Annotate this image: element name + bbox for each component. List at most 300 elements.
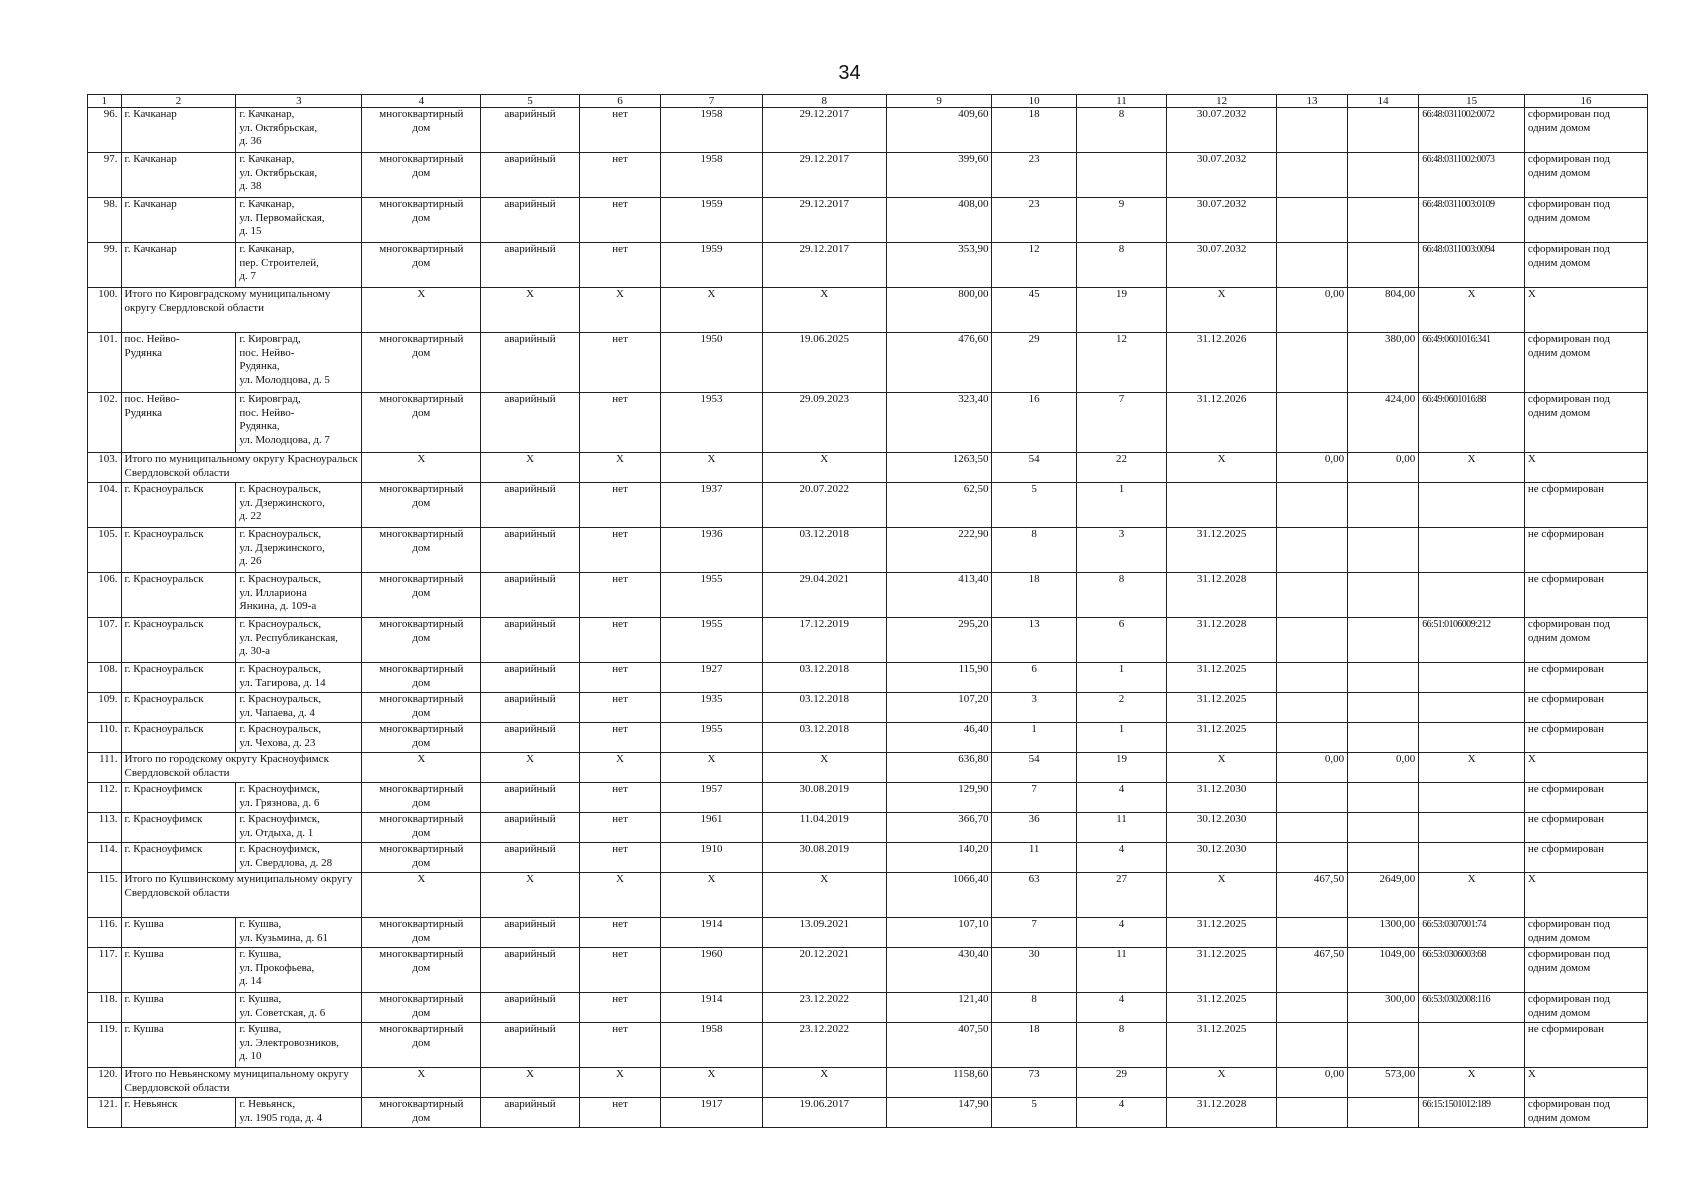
units-cell: 11 (1076, 813, 1166, 843)
flag-cell: нет (579, 108, 660, 153)
recognition-date-cell: 17.12.2019 (762, 618, 886, 663)
area-cell: 62,50 (886, 483, 992, 528)
residents-cell: 18 (992, 108, 1076, 153)
residents-cell: 73 (992, 1068, 1076, 1098)
cadastral-number-cell (1419, 528, 1525, 573)
units-cell: 4 (1076, 993, 1166, 1023)
subtotal-row (88, 288, 1648, 333)
year-cell: 1914 (661, 918, 763, 948)
column-number: 1 (88, 95, 122, 108)
settlement-cell: г. Качканар (121, 108, 236, 153)
settlement-cell: г. Невьянск (121, 1098, 236, 1128)
year-cell: 1957 (661, 783, 763, 813)
area-cell: 129,90 (886, 783, 992, 813)
residents-cell: 7 (992, 783, 1076, 813)
amount-col13-cell (1276, 333, 1347, 393)
year-cell: 1927 (661, 663, 763, 693)
building-type-cell: многоквартирный дом (362, 573, 481, 618)
column-number: 13 (1276, 95, 1347, 108)
address-cell: г. Красноуральск, ул. Республиканская, д. 30-а (236, 618, 362, 663)
land-status-cell: не сформирован (1524, 813, 1647, 843)
table-row (88, 483, 1648, 528)
amount-col14-cell (1348, 618, 1419, 663)
housing-register-table (87, 94, 1648, 1128)
table-row (88, 948, 1648, 993)
land-status-cell: сформирован под одним домом (1524, 393, 1647, 453)
recognition-date-cell: Х (762, 753, 886, 783)
column-number: 2 (121, 95, 236, 108)
address-cell: г. Кушва, ул. Прокофьева, д. 14 (236, 948, 362, 993)
row-number: 104. (88, 483, 122, 528)
area-cell: 353,90 (886, 243, 992, 288)
units-cell: 1 (1076, 483, 1166, 528)
deadline-cell: Х (1167, 873, 1277, 918)
address-cell: г. Красноуральск, ул. Дзержинского, д. 22 (236, 483, 362, 528)
row-number: 120. (88, 1068, 122, 1098)
recognition-date-cell: 29.12.2017 (762, 108, 886, 153)
cadastral-number-cell: 66:53:0306003:68 (1419, 948, 1525, 993)
condition-cell: аварийный (481, 723, 580, 753)
cadastral-number-cell (1419, 723, 1525, 753)
flag-cell: Х (579, 288, 660, 333)
units-cell: 4 (1076, 783, 1166, 813)
year-cell: 1959 (661, 243, 763, 288)
building-type-cell: многоквартирный дом (362, 528, 481, 573)
recognition-date-cell: 29.12.2017 (762, 198, 886, 243)
area-cell: 476,60 (886, 333, 992, 393)
settlement-cell: г. Красноуральск (121, 528, 236, 573)
amount-col13-cell (1276, 1023, 1347, 1068)
flag-cell: нет (579, 198, 660, 243)
row-number: 106. (88, 573, 122, 618)
address-cell: г. Невьянск, ул. 1905 года, д. 4 (236, 1098, 362, 1128)
area-cell: 140,20 (886, 843, 992, 873)
amount-col14-cell (1348, 663, 1419, 693)
address-cell: г. Качканар, пер. Строителей, д. 7 (236, 243, 362, 288)
row-number: 112. (88, 783, 122, 813)
deadline-cell: 31.12.2028 (1167, 573, 1277, 618)
amount-col13-cell (1276, 108, 1347, 153)
page-number: 34 (838, 62, 861, 84)
amount-col14-cell: 424,00 (1348, 393, 1419, 453)
amount-col14-cell: 300,00 (1348, 993, 1419, 1023)
area-cell: 407,50 (886, 1023, 992, 1068)
units-cell: 8 (1076, 243, 1166, 288)
amount-col14-cell (1348, 723, 1419, 753)
year-cell: 1961 (661, 813, 763, 843)
cadastral-number-cell: 66:15:1501012:189 (1419, 1098, 1525, 1128)
cadastral-number-cell: Х (1419, 288, 1525, 333)
deadline-cell: 31.12.2025 (1167, 663, 1277, 693)
building-type-cell: многоквартирный дом (362, 198, 481, 243)
subtotal-row (88, 1068, 1648, 1098)
flag-cell: нет (579, 993, 660, 1023)
deadline-cell: 31.12.2025 (1167, 1023, 1277, 1068)
row-number: 101. (88, 333, 122, 393)
flag-cell: нет (579, 618, 660, 663)
recognition-date-cell: 30.08.2019 (762, 783, 886, 813)
deadline-cell: Х (1167, 453, 1277, 483)
recognition-date-cell: 11.04.2019 (762, 813, 886, 843)
condition-cell: Х (481, 753, 580, 783)
year-cell: 1950 (661, 333, 763, 393)
condition-cell: аварийный (481, 783, 580, 813)
flag-cell: нет (579, 528, 660, 573)
flag-cell: Х (579, 1068, 660, 1098)
recognition-date-cell: Х (762, 1068, 886, 1098)
settlement-cell: пос. Нейво- Рудянка (121, 393, 236, 453)
land-status-cell: Х (1524, 873, 1647, 918)
recognition-date-cell: 29.09.2023 (762, 393, 886, 453)
amount-col13-cell: 0,00 (1276, 753, 1347, 783)
column-number: 7 (661, 95, 763, 108)
amount-col14-cell: 0,00 (1348, 753, 1419, 783)
condition-cell: Х (481, 288, 580, 333)
cadastral-number-cell: Х (1419, 1068, 1525, 1098)
amount-col14-cell: 0,00 (1348, 453, 1419, 483)
residents-cell: 45 (992, 288, 1076, 333)
residents-cell: 36 (992, 813, 1076, 843)
condition-cell: аварийный (481, 573, 580, 618)
area-cell: 147,90 (886, 1098, 992, 1128)
residents-cell: 18 (992, 1023, 1076, 1068)
land-status-cell: Х (1524, 1068, 1647, 1098)
area-cell: 107,10 (886, 918, 992, 948)
row-number: 105. (88, 528, 122, 573)
building-type-cell: многоквартирный дом (362, 393, 481, 453)
deadline-cell: 31.12.2025 (1167, 918, 1277, 948)
deadline-cell: 31.12.2028 (1167, 618, 1277, 663)
table-row (88, 198, 1648, 243)
building-type-cell: Х (362, 873, 481, 918)
deadline-cell: 31.12.2030 (1167, 783, 1277, 813)
amount-col14-cell (1348, 783, 1419, 813)
amount-col14-cell (1348, 1098, 1419, 1128)
settlement-cell: пос. Нейво- Рудянка (121, 333, 236, 393)
row-number: 96. (88, 108, 122, 153)
deadline-cell: 30.07.2032 (1167, 198, 1277, 243)
land-status-cell: не сформирован (1524, 663, 1647, 693)
amount-col14-cell (1348, 528, 1419, 573)
condition-cell: аварийный (481, 948, 580, 993)
year-cell: Х (661, 753, 763, 783)
cadastral-number-cell: Х (1419, 453, 1525, 483)
column-number: 11 (1076, 95, 1166, 108)
amount-col13-cell (1276, 723, 1347, 753)
row-number: 102. (88, 393, 122, 453)
row-number: 100. (88, 288, 122, 333)
flag-cell: нет (579, 483, 660, 528)
cadastral-number-cell: 66:49:0601016:88 (1419, 393, 1525, 453)
condition-cell: Х (481, 453, 580, 483)
recognition-date-cell: 29.12.2017 (762, 243, 886, 288)
condition-cell: аварийный (481, 198, 580, 243)
building-type-cell: многоквартирный дом (362, 108, 481, 153)
year-cell: 1955 (661, 618, 763, 663)
units-cell: 22 (1076, 453, 1166, 483)
settlement-cell: г. Красноуральск (121, 573, 236, 618)
area-cell: 366,70 (886, 813, 992, 843)
year-cell: 1914 (661, 993, 763, 1023)
area-cell: 430,40 (886, 948, 992, 993)
residents-cell: 1 (992, 723, 1076, 753)
recognition-date-cell: 19.06.2017 (762, 1098, 886, 1128)
units-cell: 9 (1076, 198, 1166, 243)
amount-col13-cell: 467,50 (1276, 948, 1347, 993)
table-row (88, 618, 1648, 663)
recognition-date-cell: 19.06.2025 (762, 333, 886, 393)
recognition-date-cell: Х (762, 453, 886, 483)
amount-col13-cell: 467,50 (1276, 873, 1347, 918)
condition-cell: аварийный (481, 993, 580, 1023)
settlement-cell: г. Кушва (121, 993, 236, 1023)
amount-col13-cell: 0,00 (1276, 288, 1347, 333)
table-row (88, 813, 1648, 843)
area-cell: 1263,50 (886, 453, 992, 483)
land-status-cell: не сформирован (1524, 843, 1647, 873)
condition-cell: аварийный (481, 813, 580, 843)
subtotal-label: Итого по Невьянскому муниципальному округу Свердловской области (121, 1068, 362, 1098)
condition-cell: аварийный (481, 1023, 580, 1068)
address-cell: г. Качканар, ул. Октябрьская, д. 36 (236, 108, 362, 153)
building-type-cell: Х (362, 453, 481, 483)
address-cell: г. Кушва, ул. Советская, д. 6 (236, 993, 362, 1023)
row-number: 115. (88, 873, 122, 918)
address-cell: г. Красноуральск, ул. Тагирова, д. 14 (236, 663, 362, 693)
area-cell: 323,40 (886, 393, 992, 453)
cadastral-number-cell (1419, 1023, 1525, 1068)
units-cell: 8 (1076, 573, 1166, 618)
deadline-cell: 31.12.2026 (1167, 393, 1277, 453)
settlement-cell: г. Красноуфимск (121, 813, 236, 843)
building-type-cell: многоквартирный дом (362, 1098, 481, 1128)
row-number: 109. (88, 693, 122, 723)
amount-col14-cell (1348, 198, 1419, 243)
year-cell: 1917 (661, 1098, 763, 1128)
amount-col13-cell (1276, 618, 1347, 663)
area-cell: 1158,60 (886, 1068, 992, 1098)
units-cell: 19 (1076, 288, 1166, 333)
column-number: 9 (886, 95, 992, 108)
condition-cell: аварийный (481, 663, 580, 693)
table-row (88, 843, 1648, 873)
amount-col13-cell (1276, 1098, 1347, 1128)
units-cell: 19 (1076, 753, 1166, 783)
amount-col13-cell (1276, 663, 1347, 693)
building-type-cell: многоквартирный дом (362, 693, 481, 723)
amount-col14-cell: 573,00 (1348, 1068, 1419, 1098)
flag-cell: нет (579, 843, 660, 873)
subtotal-row (88, 453, 1648, 483)
units-cell: 1 (1076, 723, 1166, 753)
units-cell: 11 (1076, 948, 1166, 993)
table-row (88, 1098, 1648, 1128)
residents-cell: 8 (992, 528, 1076, 573)
amount-col14-cell (1348, 843, 1419, 873)
area-cell: 636,80 (886, 753, 992, 783)
address-cell: г. Красноуральск, ул. Чехова, д. 23 (236, 723, 362, 753)
area-cell: 115,90 (886, 663, 992, 693)
units-cell: 2 (1076, 693, 1166, 723)
row-number: 121. (88, 1098, 122, 1128)
condition-cell: аварийный (481, 918, 580, 948)
row-number: 118. (88, 993, 122, 1023)
flag-cell: нет (579, 153, 660, 198)
condition-cell: аварийный (481, 108, 580, 153)
land-status-cell: сформирован под одним домом (1524, 1098, 1647, 1128)
deadline-cell: 31.12.2025 (1167, 723, 1277, 753)
condition-cell: аварийный (481, 1098, 580, 1128)
settlement-cell: г. Красноуральск (121, 618, 236, 663)
units-cell: 8 (1076, 1023, 1166, 1068)
table-row (88, 993, 1648, 1023)
residents-cell: 30 (992, 948, 1076, 993)
land-status-cell: Х (1524, 288, 1647, 333)
amount-col13-cell (1276, 573, 1347, 618)
table-row (88, 783, 1648, 813)
units-cell: 29 (1076, 1068, 1166, 1098)
subtotal-label: Итого по Кушвинскому муниципальному округу Свердловской области (121, 873, 362, 918)
settlement-cell: г. Красноуфимск (121, 843, 236, 873)
amount-col14-cell: 2649,00 (1348, 873, 1419, 918)
table-row (88, 663, 1648, 693)
area-cell: 222,90 (886, 528, 992, 573)
address-cell: г. Качканар, ул. Октябрьская, д. 38 (236, 153, 362, 198)
units-cell: 27 (1076, 873, 1166, 918)
table-row (88, 693, 1648, 723)
amount-col14-cell (1348, 1023, 1419, 1068)
deadline-cell: 31.12.2026 (1167, 333, 1277, 393)
flag-cell: Х (579, 753, 660, 783)
residents-cell: 5 (992, 483, 1076, 528)
cadastral-number-cell (1419, 783, 1525, 813)
recognition-date-cell: 30.08.2019 (762, 843, 886, 873)
row-number: 97. (88, 153, 122, 198)
column-number: 12 (1167, 95, 1277, 108)
flag-cell: нет (579, 783, 660, 813)
year-cell: Х (661, 1068, 763, 1098)
row-number: 103. (88, 453, 122, 483)
row-number: 110. (88, 723, 122, 753)
flag-cell: Х (579, 453, 660, 483)
recognition-date-cell: 20.12.2021 (762, 948, 886, 993)
deadline-cell: 30.07.2032 (1167, 108, 1277, 153)
row-number: 116. (88, 918, 122, 948)
cadastral-number-cell: 66:53:0302008:116 (1419, 993, 1525, 1023)
amount-col14-cell: 1049,00 (1348, 948, 1419, 993)
year-cell: Х (661, 873, 763, 918)
recognition-date-cell: 23.12.2022 (762, 993, 886, 1023)
flag-cell: нет (579, 948, 660, 993)
building-type-cell: многоквартирный дом (362, 723, 481, 753)
units-cell: 6 (1076, 618, 1166, 663)
condition-cell: аварийный (481, 333, 580, 393)
amount-col13-cell: 0,00 (1276, 1068, 1347, 1098)
flag-cell: нет (579, 333, 660, 393)
building-type-cell: многоквартирный дом (362, 918, 481, 948)
building-type-cell: многоквартирный дом (362, 843, 481, 873)
land-status-cell: сформирован под одним домом (1524, 153, 1647, 198)
year-cell: 1958 (661, 108, 763, 153)
flag-cell: нет (579, 1098, 660, 1128)
area-cell: 800,00 (886, 288, 992, 333)
settlement-cell: г. Красноуральск (121, 693, 236, 723)
area-cell: 399,60 (886, 153, 992, 198)
land-status-cell: не сформирован (1524, 693, 1647, 723)
cadastral-number-cell: 66:48:0311003:0109 (1419, 198, 1525, 243)
amount-col14-cell (1348, 153, 1419, 198)
amount-col13-cell (1276, 783, 1347, 813)
year-cell: 1935 (661, 693, 763, 723)
amount-col14-cell: 1300,00 (1348, 918, 1419, 948)
building-type-cell: многоквартирный дом (362, 783, 481, 813)
amount-col13-cell (1276, 198, 1347, 243)
amount-col14-cell (1348, 243, 1419, 288)
units-cell: 4 (1076, 1098, 1166, 1128)
residents-cell: 18 (992, 573, 1076, 618)
year-cell: 1910 (661, 843, 763, 873)
cadastral-number-cell (1419, 693, 1525, 723)
table-row (88, 333, 1648, 393)
year-cell: 1953 (661, 393, 763, 453)
row-number: 108. (88, 663, 122, 693)
condition-cell: аварийный (481, 693, 580, 723)
settlement-cell: г. Кушва (121, 948, 236, 993)
flag-cell: нет (579, 1023, 660, 1068)
units-cell: 12 (1076, 333, 1166, 393)
amount-col13-cell (1276, 483, 1347, 528)
cadastral-number-cell (1419, 843, 1525, 873)
area-cell: 121,40 (886, 993, 992, 1023)
amount-col14-cell (1348, 108, 1419, 153)
land-status-cell: сформирован под одним домом (1524, 993, 1647, 1023)
residents-cell: 7 (992, 918, 1076, 948)
building-type-cell: многоквартирный дом (362, 483, 481, 528)
residents-cell: 11 (992, 843, 1076, 873)
year-cell: 1936 (661, 528, 763, 573)
flag-cell: нет (579, 918, 660, 948)
condition-cell: аварийный (481, 393, 580, 453)
units-cell: 4 (1076, 843, 1166, 873)
deadline-cell: 31.12.2028 (1167, 1098, 1277, 1128)
deadline-cell: 31.12.2025 (1167, 528, 1277, 573)
units-cell: 7 (1076, 393, 1166, 453)
flag-cell: нет (579, 813, 660, 843)
settlement-cell: г. Красноуральск (121, 663, 236, 693)
land-status-cell: сформирован под одним домом (1524, 948, 1647, 993)
subtotal-row (88, 873, 1648, 918)
row-number: 113. (88, 813, 122, 843)
residents-cell: 63 (992, 873, 1076, 918)
area-cell: 295,20 (886, 618, 992, 663)
year-cell: 1937 (661, 483, 763, 528)
recognition-date-cell: 13.09.2021 (762, 918, 886, 948)
deadline-cell: 30.12.2030 (1167, 813, 1277, 843)
land-status-cell: Х (1524, 453, 1647, 483)
settlement-cell: г. Кушва (121, 918, 236, 948)
settlement-cell: г. Красноуральск (121, 723, 236, 753)
land-status-cell: сформирован под одним домом (1524, 198, 1647, 243)
land-status-cell: сформирован под одним домом (1524, 918, 1647, 948)
residents-cell: 23 (992, 153, 1076, 198)
year-cell: 1955 (661, 573, 763, 618)
row-number: 119. (88, 1023, 122, 1068)
cadastral-number-cell: 66:48:0311002:0073 (1419, 153, 1525, 198)
residents-cell: 23 (992, 198, 1076, 243)
year-cell: 1959 (661, 198, 763, 243)
year-cell: 1955 (661, 723, 763, 753)
cadastral-number-cell (1419, 483, 1525, 528)
